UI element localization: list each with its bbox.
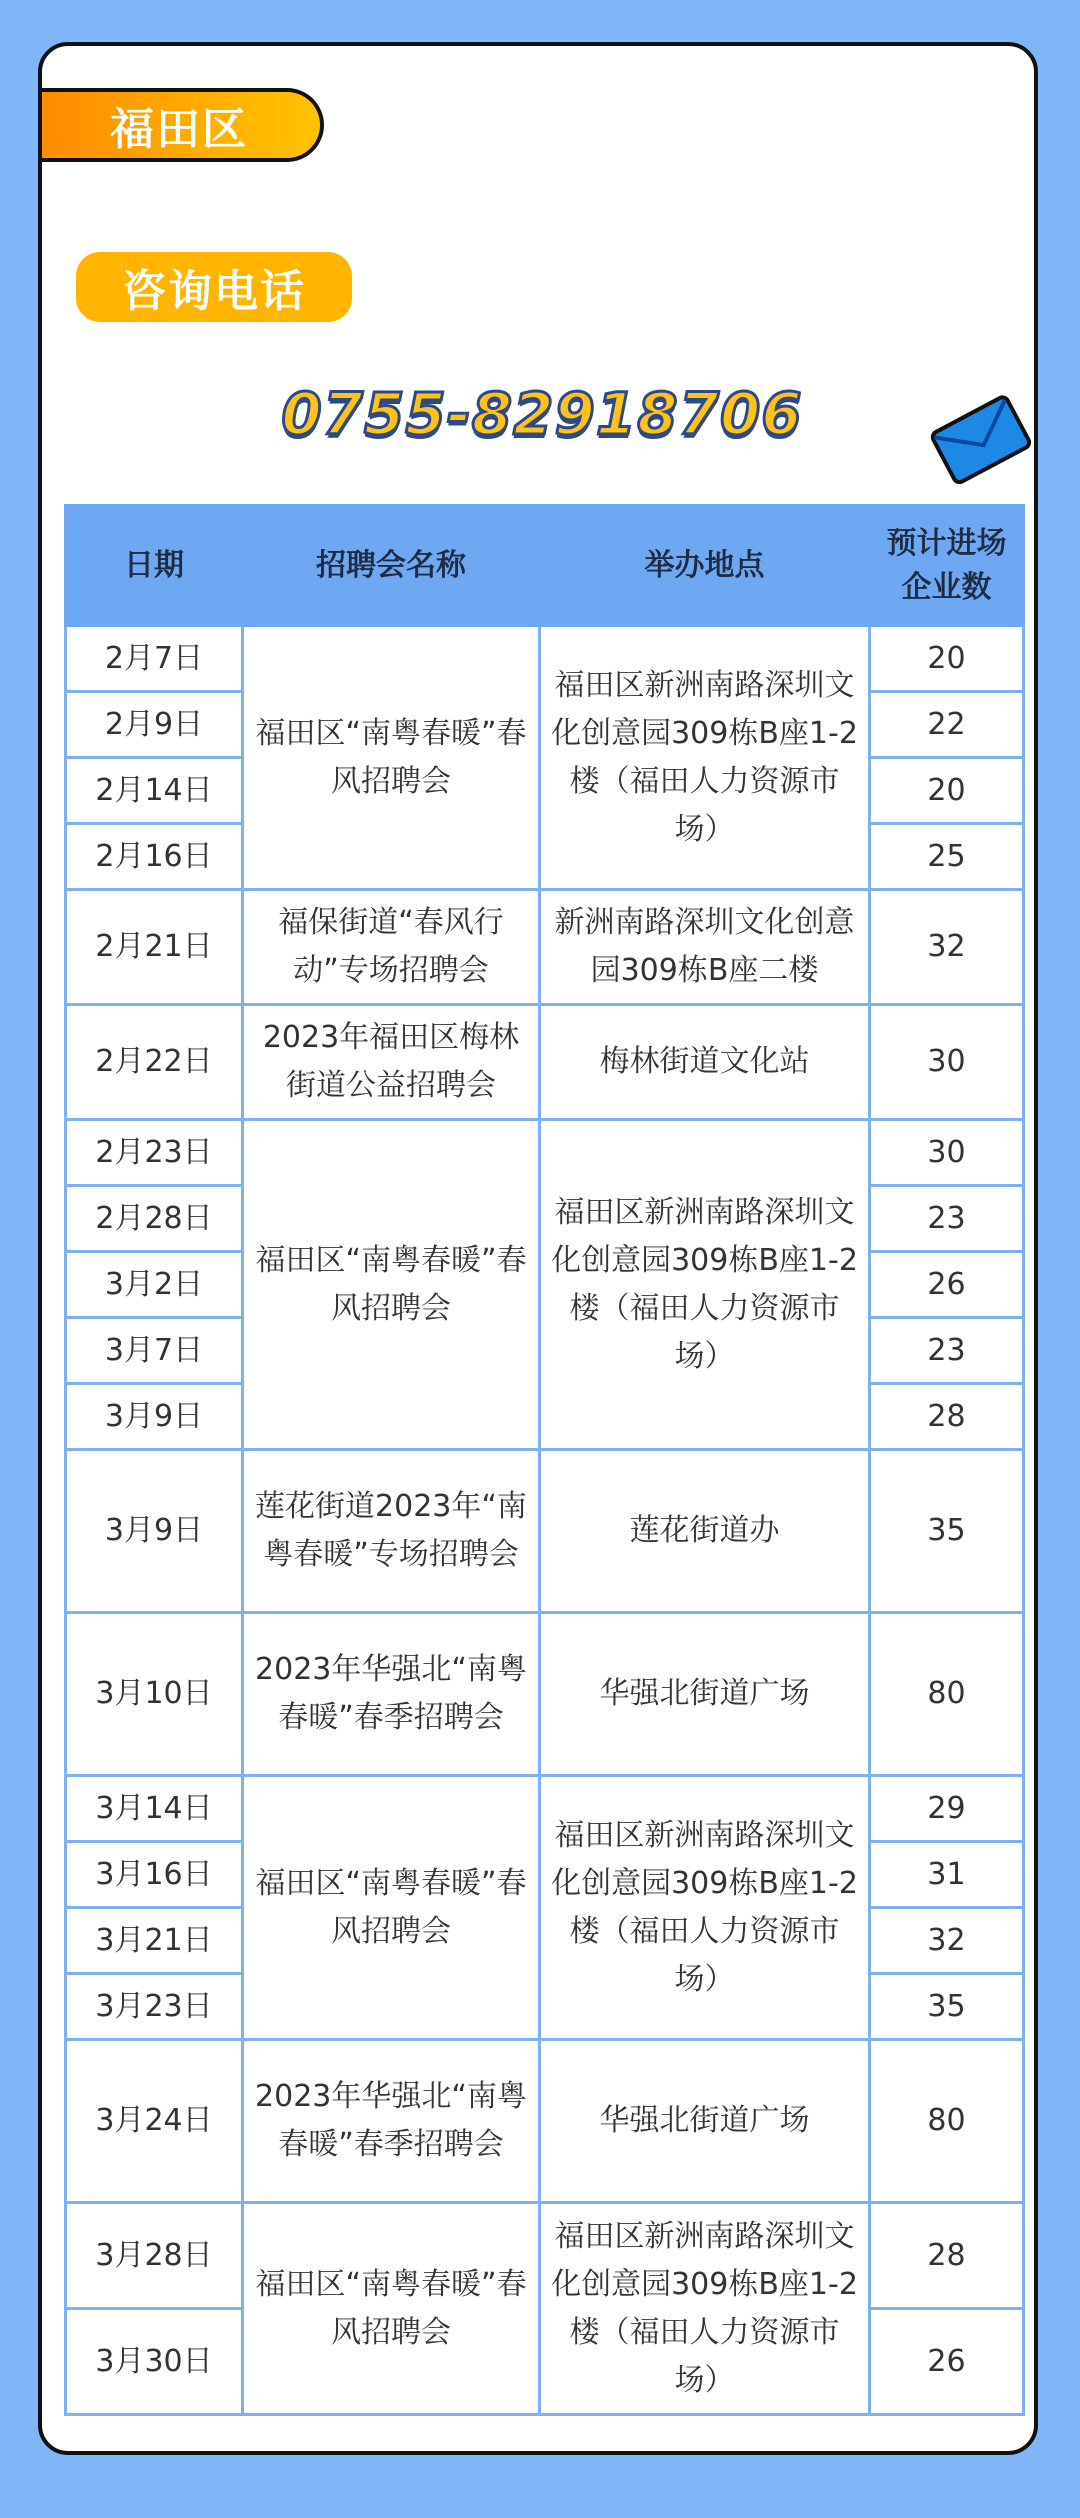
fair-name-cell: 福田区“南粤春暖”春风招聘会: [243, 1776, 540, 2040]
fair-name-cell: 福田区“南粤春暖”春风招聘会: [243, 1120, 540, 1450]
date-cell: 3月28日: [66, 2203, 243, 2309]
header-location: 举办地点: [540, 506, 870, 626]
company-count-cell: 20: [870, 626, 1024, 692]
location-cell: 福田区新洲南路深圳文化创意园309栋B座1-2楼（福田人力资源市场）: [540, 1776, 870, 2040]
date-cell: 2月14日: [66, 758, 243, 824]
date-cell: 3月2日: [66, 1252, 243, 1318]
company-count-cell: 28: [870, 2203, 1024, 2309]
fair-name-cell: 莲花街道2023年“南粤春暖”专场招聘会: [243, 1450, 540, 1613]
date-cell: 2月9日: [66, 692, 243, 758]
location-cell: 华强北街道广场: [540, 1613, 870, 1776]
company-count-cell: 32: [870, 890, 1024, 1005]
location-cell: 新洲南路深圳文化创意园309栋B座二楼: [540, 890, 870, 1005]
envelope-icon: [928, 386, 1032, 490]
date-cell: 3月7日: [66, 1318, 243, 1384]
fair-name-cell: 福保街道“春风行动”专场招聘会: [243, 890, 540, 1005]
company-count-cell: 30: [870, 1120, 1024, 1186]
date-cell: 3月10日: [66, 1613, 243, 1776]
table-row: [66, 1120, 1024, 1186]
location-cell: 福田区新洲南路深圳文化创意园309栋B座1-2楼（福田人力资源市场）: [540, 1120, 870, 1450]
fair-name-cell: 2023年福田区梅林街道公益招聘会: [243, 1005, 540, 1120]
header-fair-name: 招聘会名称: [243, 506, 540, 626]
date-cell: 2月16日: [66, 824, 243, 890]
location-cell: 福田区新洲南路深圳文化创意园309栋B座1-2楼（福田人力资源市场）: [540, 2203, 870, 2415]
date-cell: 2月23日: [66, 1120, 243, 1186]
date-cell: 3月9日: [66, 1450, 243, 1613]
date-cell: 3月21日: [66, 1908, 243, 1974]
date-cell: 2月28日: [66, 1186, 243, 1252]
header-company-count: 预计进场企业数: [870, 506, 1024, 626]
table-header-row: [66, 506, 1024, 626]
fair-name-cell: 2023年华强北“南粤春暖”春季招聘会: [243, 2040, 540, 2203]
date-cell: 2月21日: [66, 890, 243, 1005]
table-row: [66, 1776, 1024, 1842]
company-count-cell: 30: [870, 1005, 1024, 1120]
fair-name-cell: 福田区“南粤春暖”春风招聘会: [243, 2203, 540, 2415]
company-count-cell: 80: [870, 2040, 1024, 2203]
company-count-cell: 29: [870, 1776, 1024, 1842]
table-row: [66, 1613, 1024, 1776]
table-row: [66, 2040, 1024, 2203]
location-cell: 福田区新洲南路深圳文化创意园309栋B座1-2楼（福田人力资源市场）: [540, 626, 870, 890]
table-row: [66, 890, 1024, 1005]
table-row: [66, 1450, 1024, 1613]
company-count-cell: 20: [870, 758, 1024, 824]
date-cell: 3月23日: [66, 1974, 243, 2040]
company-count-cell: 22: [870, 692, 1024, 758]
company-count-cell: 35: [870, 1450, 1024, 1613]
fair-name-cell: 2023年华强北“南粤春暖”春季招聘会: [243, 1613, 540, 1776]
company-count-cell: 26: [870, 2309, 1024, 2415]
date-cell: 3月24日: [66, 2040, 243, 2203]
date-cell: 3月9日: [66, 1384, 243, 1450]
header-date: 日期: [66, 506, 243, 626]
table-row: [66, 2203, 1024, 2309]
phone-number[interactable]: 0755-82918706: [281, 380, 803, 448]
table-row: [66, 626, 1024, 692]
job-fair-table: [64, 504, 1025, 2416]
date-cell: 3月30日: [66, 2309, 243, 2415]
company-count-cell: 23: [870, 1186, 1024, 1252]
company-count-cell: 23: [870, 1318, 1024, 1384]
date-cell: 3月16日: [66, 1842, 243, 1908]
location-cell: 梅林街道文化站: [540, 1005, 870, 1120]
schedule-card: [38, 42, 1038, 2455]
company-count-cell: 26: [870, 1252, 1024, 1318]
consult-phone-label: 咨询电话: [76, 252, 352, 322]
date-cell: 3月14日: [66, 1776, 243, 1842]
company-count-cell: 28: [870, 1384, 1024, 1450]
company-count-cell: 35: [870, 1974, 1024, 2040]
date-cell: 2月22日: [66, 1005, 243, 1120]
table-row: [66, 1005, 1024, 1120]
company-count-cell: 80: [870, 1613, 1024, 1776]
date-cell: 2月7日: [66, 626, 243, 692]
location-cell: 莲花街道办: [540, 1450, 870, 1613]
company-count-cell: 32: [870, 1908, 1024, 1974]
location-cell: 华强北街道广场: [540, 2040, 870, 2203]
company-count-cell: 25: [870, 824, 1024, 890]
company-count-cell: 31: [870, 1842, 1024, 1908]
district-label: 福田区: [38, 88, 324, 162]
fair-name-cell: 福田区“南粤春暖”春风招聘会: [243, 626, 540, 890]
